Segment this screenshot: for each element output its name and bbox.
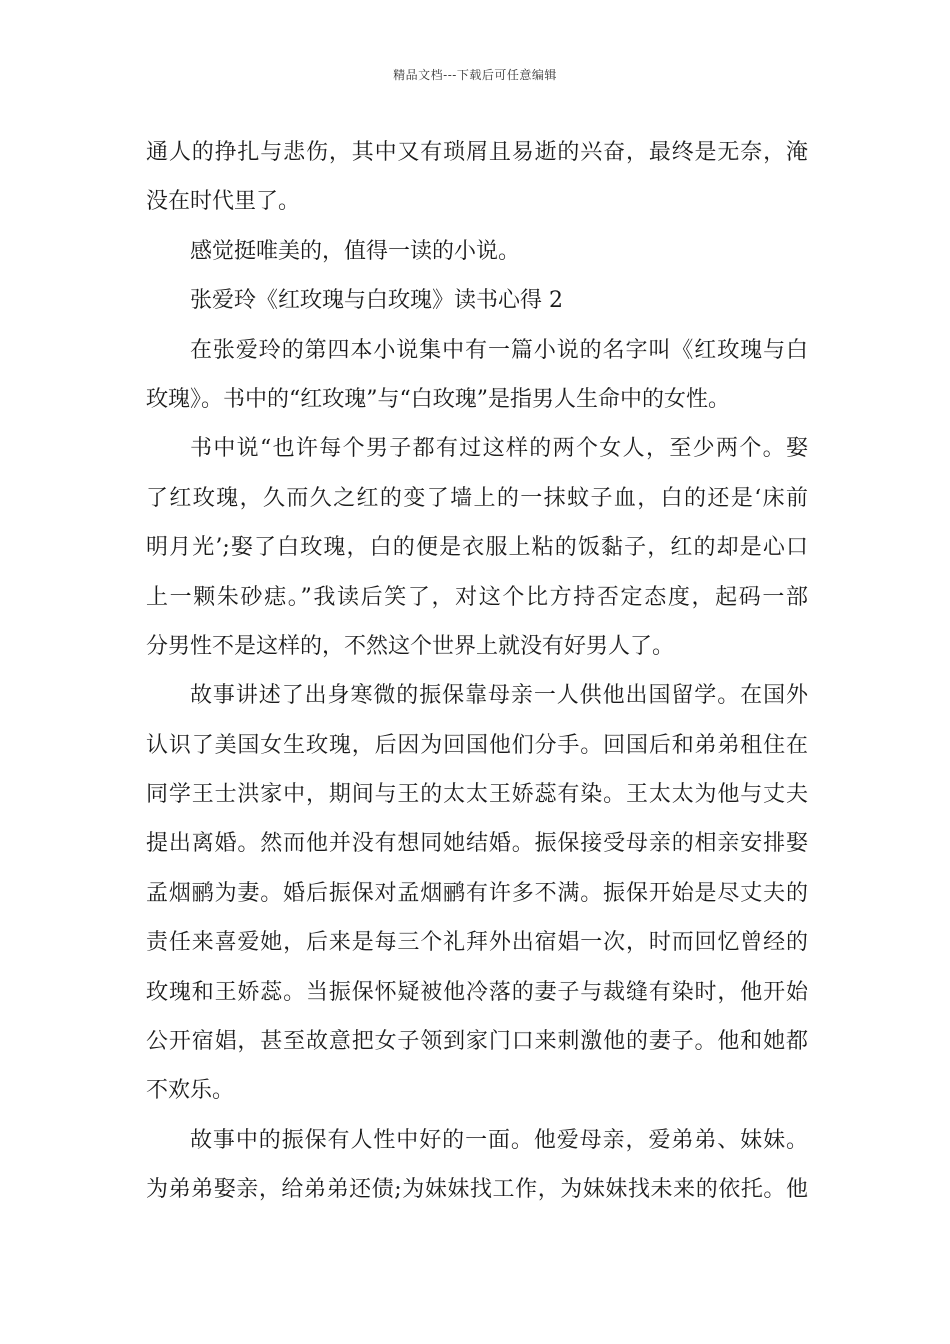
- document-body: [146, 128, 808, 1215]
- text-line: 责任来喜爱她，后来是每三个礼拜外出宿娼一次，时而回忆曾经的: [146, 930, 808, 956]
- text-line: 上一颗朱砂痣。”我读后笑了，对这个比方持否定态度，起码一部: [146, 584, 808, 610]
- text-line: 故事中的振保有人性中好的一面。他爱母亲，爱弟弟、妹妹。: [190, 1127, 808, 1153]
- text-line: 不欢乐。: [146, 1078, 235, 1104]
- text-line: 了红玫瑰，久而久之红的变了墙上的一抹蚊子血，白的还是‘床前: [146, 485, 808, 511]
- text-line: 书中说“也许每个男子都有过这样的两个女人，至少两个。娶: [190, 436, 808, 462]
- text-line: 故事讲述了出身寒微的振保靠母亲一人供他出国留学。在国外: [190, 683, 808, 709]
- text-line: 在张爱玲的第四本小说集中有一篇小说的名字叫《红玫瑰与白: [190, 337, 808, 363]
- page-header: 精品文档---下载后可任意编辑: [393, 68, 557, 82]
- text-line: 感觉挺唯美的，值得一读的小说。: [190, 238, 521, 264]
- text-line: 公开宿娼，甚至故意把女子领到家门口来刺激他的妻子。他和她都: [146, 1029, 808, 1055]
- text-line: 为弟弟娶亲，给弟弟还债;为妹妹找工作，为妹妹找未来的依托。他: [146, 1177, 808, 1203]
- text-line: 明月光’;娶了白玫瑰，白的便是衣服上粘的饭黏子，红的却是心口: [146, 535, 808, 561]
- text-line: 玫瑰和王娇蕊。当振保怀疑被他冷落的妻子与裁缝有染时，他开始: [146, 979, 808, 1005]
- text-line: 玫瑰》。书中的“红玫瑰”与“白玫瑰”是指男人生命中的女性。: [146, 386, 730, 412]
- text-line: 孟烟鹂为妻。婚后振保对孟烟鹂有许多不满。振保开始是尽丈夫的: [146, 880, 808, 906]
- text-line: 提出离婚。然而他并没有想同她结婚。振保接受母亲的相亲安排娶: [146, 831, 808, 857]
- text-line: 分男性不是这样的，不然这个世界上就没有好男人了。: [146, 633, 675, 659]
- text-line: 张爱玲《红玫瑰与白玫瑰》读书心得 2: [190, 288, 563, 314]
- text-line: 通人的挣扎与悲伤，其中又有琐屑且易逝的兴奋，最终是无奈，淹: [146, 140, 808, 165]
- text-line: 认识了美国女生玫瑰，后因为回国他们分手。回国后和弟弟租住在: [146, 732, 808, 758]
- text-line: 同学王士洪家中，期间与王的太太王娇蕊有染。王太太为他与丈夫: [146, 782, 808, 808]
- text-line: 没在时代里了。: [146, 189, 301, 215]
